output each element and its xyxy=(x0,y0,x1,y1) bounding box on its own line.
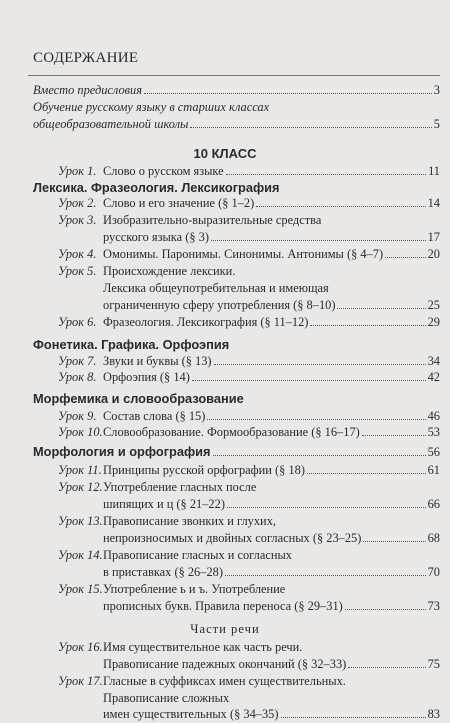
toc-entry-lesson-9[interactable] xyxy=(103,409,440,423)
leader-dots xyxy=(214,364,426,365)
toc-entry-preface[interactable] xyxy=(33,83,440,97)
leader-dots xyxy=(337,308,425,309)
page-number: 46 xyxy=(427,409,440,423)
entry-title: Происхождение лексики. xyxy=(103,264,236,278)
lesson-label: Урок 6. xyxy=(58,315,97,329)
lesson-label: Урок 15. xyxy=(58,582,103,596)
lesson-label: Урок 8. xyxy=(58,370,97,384)
leader-dots xyxy=(144,93,432,94)
toc-entry-lesson-17[interactable] xyxy=(103,707,440,721)
lesson-label: Урок 14. xyxy=(58,548,103,562)
entry-title: Имя существительное как часть речи. xyxy=(103,640,303,654)
page-number: 34 xyxy=(427,354,440,368)
page-number: 66 xyxy=(427,497,440,511)
page-number: 25 xyxy=(427,298,440,312)
entry-title: Слово и его значение (§ 1–2) xyxy=(103,196,255,210)
page-number: 75 xyxy=(427,657,440,671)
leader-dots xyxy=(345,609,426,610)
leader-dots xyxy=(225,575,426,576)
page-number: 17 xyxy=(427,230,440,244)
leader-dots xyxy=(385,257,426,258)
leader-dots xyxy=(256,206,425,207)
entry-title: ограниченную сферу употребления (§ 8–10) xyxy=(103,298,336,312)
leader-dots xyxy=(348,667,425,668)
toc-entry-lesson-13[interactable] xyxy=(103,531,440,545)
leader-dots xyxy=(310,325,425,326)
page-number: 42 xyxy=(427,370,440,384)
entry-title: Правописание звонких и глухих, xyxy=(103,514,276,528)
entry-title: Звуки и буквы (§ 13) xyxy=(103,354,212,368)
lesson-label: Урок 10. xyxy=(58,425,103,439)
toc-entry-lesson-5[interactable] xyxy=(103,298,440,312)
entry-title: русского языка (§ 3) xyxy=(103,230,209,244)
section-phonetics: Фонетика. Графика. Орфоэпия xyxy=(33,337,230,352)
toc-entry-lesson-2[interactable] xyxy=(103,196,440,210)
section-title: Морфология и орфография xyxy=(33,444,211,459)
toc-entry-lesson-8[interactable] xyxy=(103,370,440,384)
entry-title: прописных букв. Правила переноса (§ 29–31) xyxy=(103,599,343,613)
leader-dots xyxy=(207,419,425,420)
entry-title: Фразеология. Лексикография (§ 11–12) xyxy=(103,315,309,329)
page-number: 73 xyxy=(427,599,440,613)
entry-title: Правописание гласных и согласных xyxy=(103,548,292,562)
entry-title: Принципы русской орфографии (§ 18) xyxy=(103,463,305,477)
section-morphemics: Морфемика и словообразование xyxy=(33,391,244,406)
leader-dots xyxy=(213,455,426,456)
page-number: 11 xyxy=(428,164,440,178)
entry-title: Состав слова (§ 15) xyxy=(103,409,206,423)
entry-title: Правописание сложных xyxy=(103,691,230,705)
page-number: 14 xyxy=(427,196,440,210)
leader-dots xyxy=(190,127,431,128)
lesson-label: Урок 17. xyxy=(58,674,103,688)
parts-of-speech-heading: Части речи xyxy=(190,622,260,636)
toc-entry-lesson-6[interactable] xyxy=(103,315,440,329)
toc-entry-teaching-line1 xyxy=(33,100,440,114)
page-title: СОДЕРЖАНИЕ xyxy=(33,50,139,66)
lesson-label: Урок 5. xyxy=(58,264,97,278)
toc-entry-lesson-7[interactable] xyxy=(103,354,440,368)
lesson-label: Урок 13. xyxy=(58,514,103,528)
grade-heading: 10 КЛАСС xyxy=(193,146,257,161)
entry-title: общеобразовательной школы xyxy=(33,117,189,131)
toc-entry-teaching[interactable] xyxy=(33,117,440,131)
leader-dots xyxy=(226,174,426,175)
lesson-label: Урок 16. xyxy=(58,640,103,654)
page-number: 68 xyxy=(427,531,440,545)
page-number: 53 xyxy=(427,425,440,439)
leader-dots xyxy=(363,541,425,542)
leader-dots xyxy=(211,240,426,241)
page-number: 61 xyxy=(427,463,440,477)
lesson-label: Урок 4. xyxy=(58,247,97,261)
page-number: 56 xyxy=(427,445,440,459)
toc-entry-lesson-15[interactable] xyxy=(103,599,440,613)
entry-title: Употребление гласных после xyxy=(103,480,257,494)
entry-title: в приставках (§ 26–28) xyxy=(103,565,223,579)
page-number: 20 xyxy=(427,247,440,261)
toc-entry-lesson-10[interactable] xyxy=(103,425,440,439)
entry-title: Омонимы. Паронимы. Синонимы. Антонимы (§ 4–7) xyxy=(103,247,384,261)
page-number: 83 xyxy=(427,707,440,721)
lesson-label: Урок 12. xyxy=(58,480,103,494)
leader-dots xyxy=(192,380,426,381)
toc-entry-lesson-14[interactable] xyxy=(103,565,440,579)
leader-dots xyxy=(227,507,426,508)
entry-title: Лексика общеупотребительная и имеющая xyxy=(103,281,329,295)
entry-title: имен существительных (§ 34–35) xyxy=(103,707,279,721)
lesson-label: Урок 11. xyxy=(58,463,102,477)
leader-dots xyxy=(362,435,426,436)
entry-title: непроизносимых и двойных согласных (§ 23–25) xyxy=(103,531,362,545)
page-number: 29 xyxy=(427,315,440,329)
toc-entry-lesson-4[interactable] xyxy=(103,247,440,261)
section-morphology[interactable] xyxy=(33,445,440,459)
entry-title: Вместо предисловия xyxy=(33,83,143,97)
lesson-label: Урок 2. xyxy=(58,196,97,210)
entry-title: Употребление ь и ъ. Употребление xyxy=(103,582,286,596)
toc-entry-lesson-11[interactable] xyxy=(103,463,440,477)
section-lexis: Лексика. Фразеология. Лексикография xyxy=(33,180,280,195)
toc-entry-lesson-12[interactable] xyxy=(103,497,440,511)
toc-entry-lesson-16[interactable] xyxy=(103,657,440,671)
title-divider xyxy=(28,75,440,76)
entry-title: Слово о русском языке xyxy=(103,164,224,178)
entry-title: Гласные в суффиксах имен существительных. xyxy=(103,674,346,688)
lesson-label: Урок 9. xyxy=(58,409,97,423)
entry-title: Орфоэпия (§ 14) xyxy=(103,370,190,384)
lesson-label: Урок 1. xyxy=(58,164,97,178)
leader-dots xyxy=(281,717,426,718)
page-number: 3 xyxy=(433,83,440,97)
page-number: 70 xyxy=(427,565,440,579)
lesson-label: Урок 7. xyxy=(58,354,97,368)
entry-title: шипящих и ц (§ 21–22) xyxy=(103,497,225,511)
entry-title: Словообразование. Формообразование (§ 16–17) xyxy=(103,425,360,439)
lesson-label: Урок 3. xyxy=(58,213,97,227)
toc-entry-lesson-3[interactable] xyxy=(103,230,440,244)
toc-entry-lesson-1[interactable] xyxy=(103,164,440,178)
entry-title: Изобразительно-выразительные средства xyxy=(103,213,322,227)
leader-dots xyxy=(307,473,426,474)
entry-title: Обучение русскому языку в старших классах xyxy=(33,100,270,114)
page-number: 5 xyxy=(433,117,440,131)
entry-title: Правописание падежных окончаний (§ 32–33) xyxy=(103,657,347,671)
